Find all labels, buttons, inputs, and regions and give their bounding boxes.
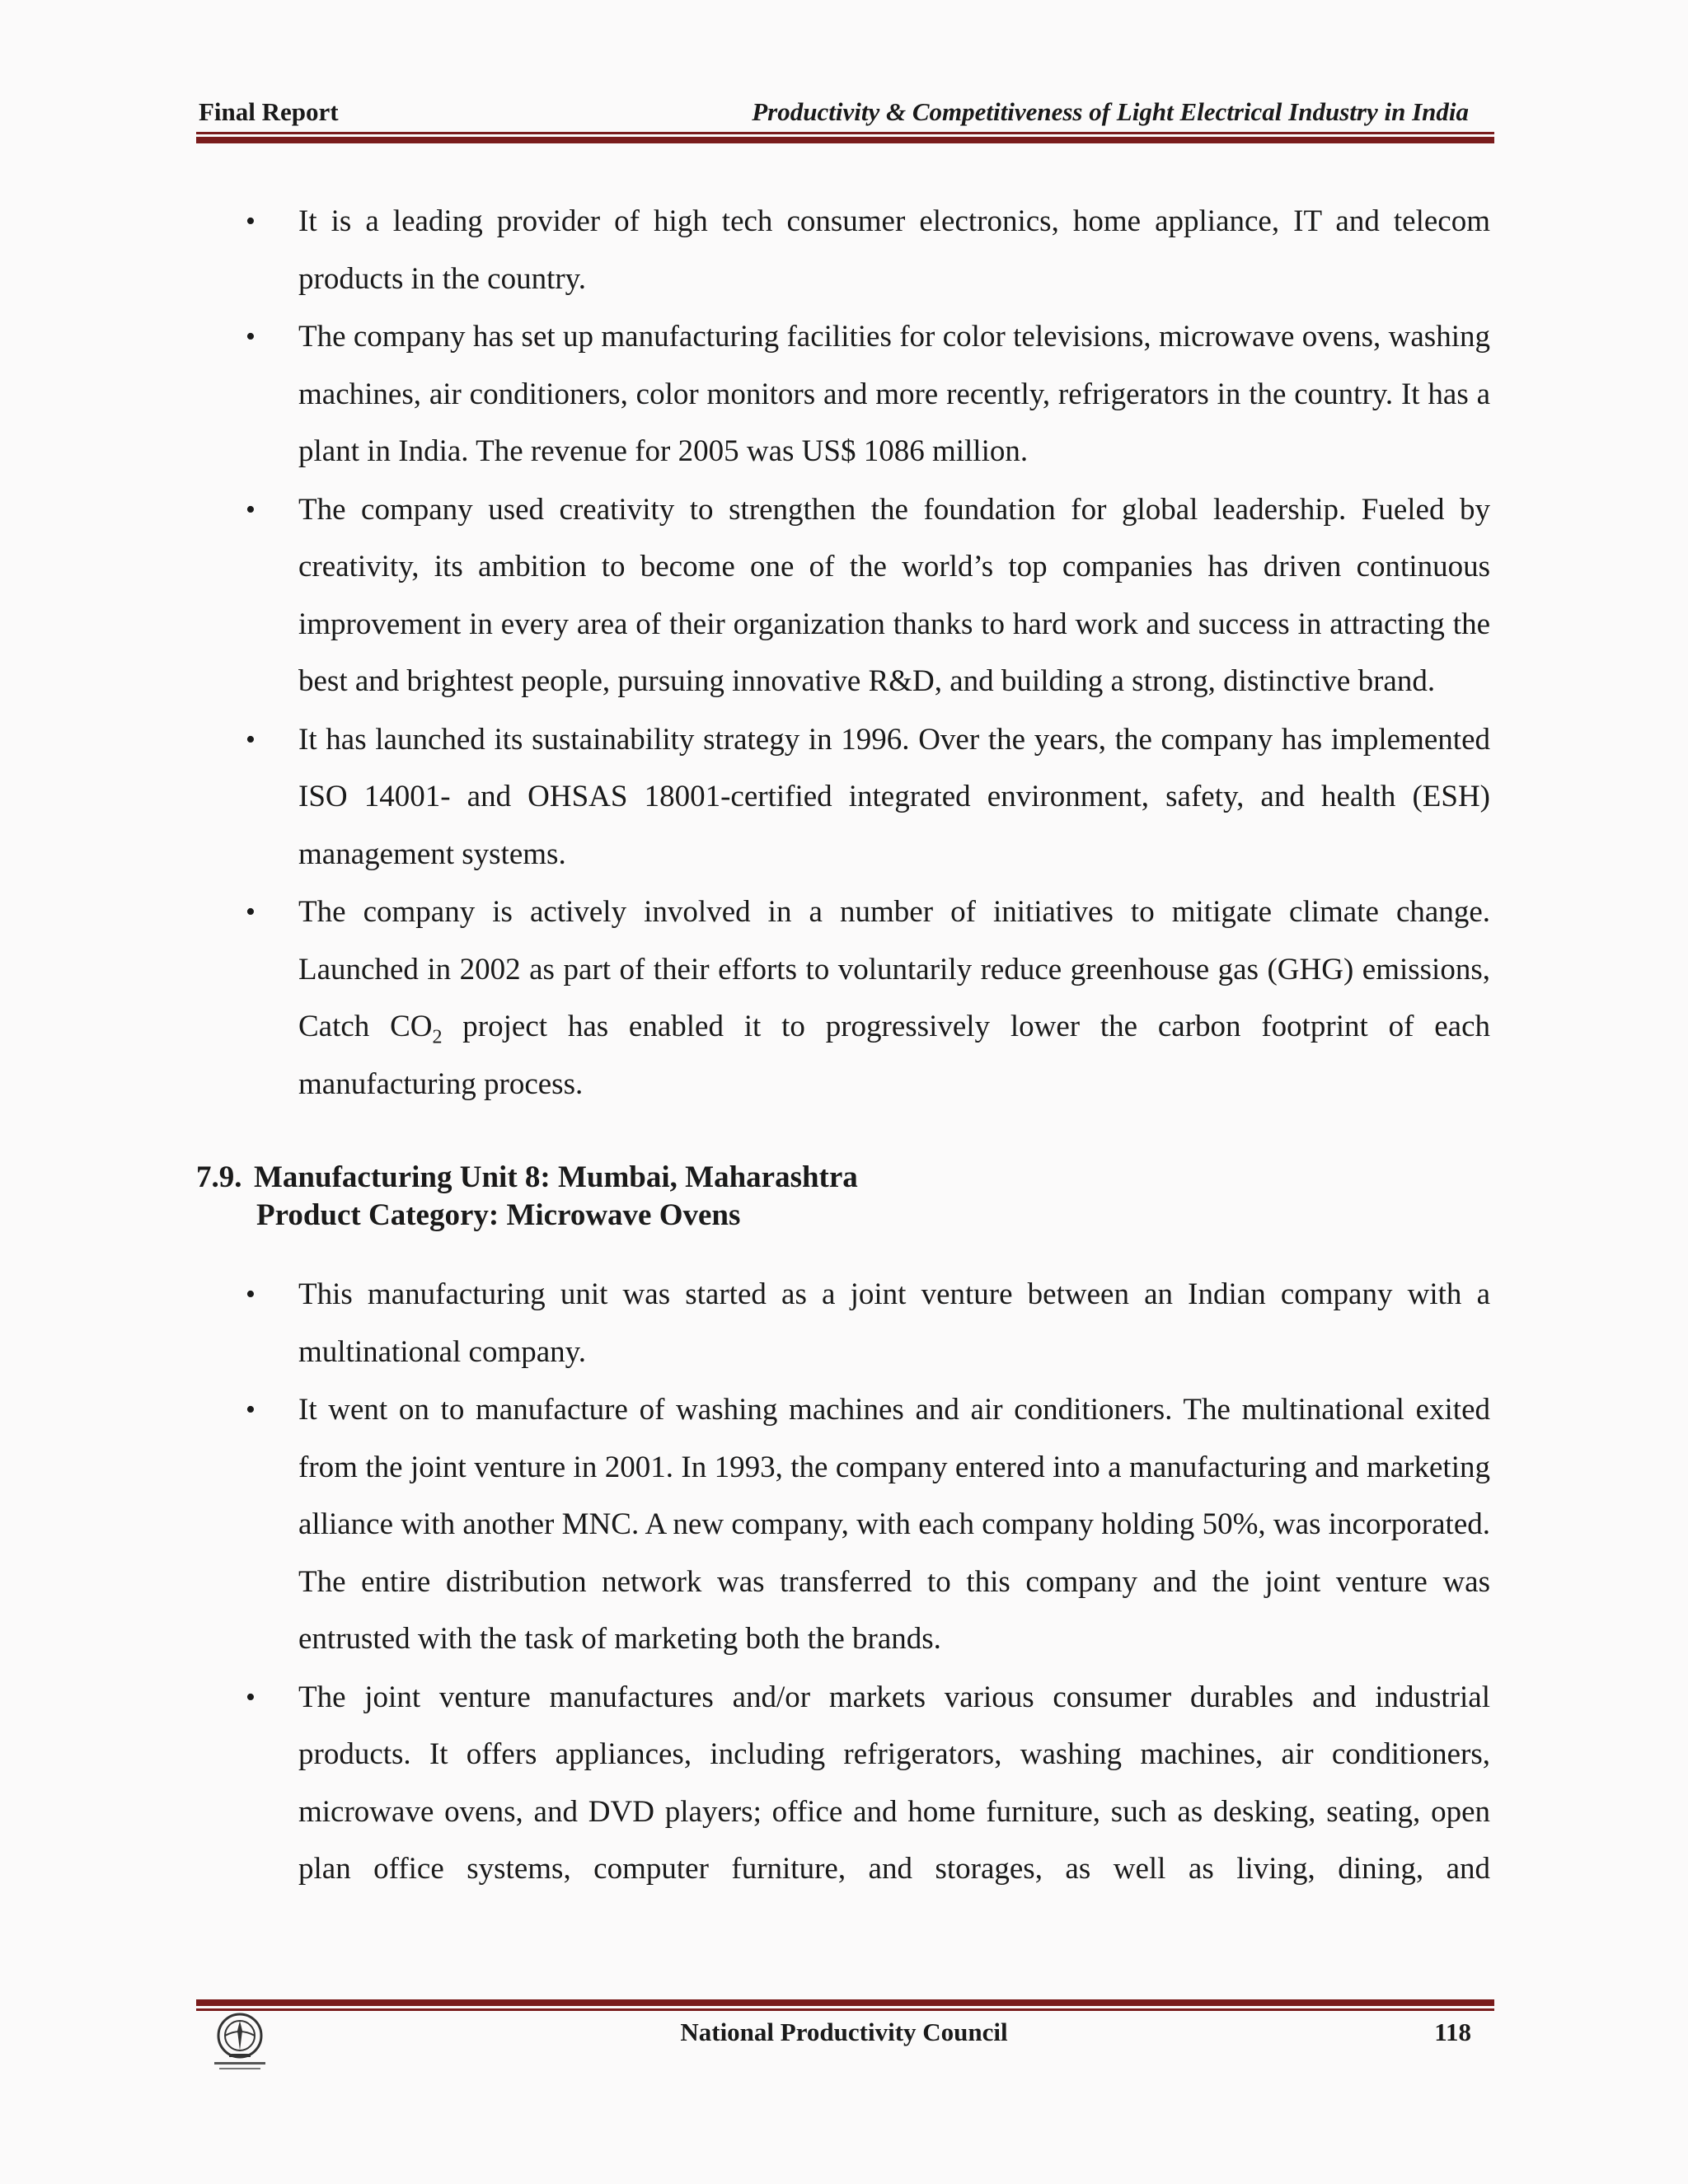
header-rule bbox=[196, 132, 1494, 143]
bullet-list-company-overview bbox=[196, 193, 1490, 1113]
bullet-list-manufacturing-unit bbox=[196, 1266, 1490, 1898]
bullet-icon: • bbox=[246, 1394, 256, 1425]
list-item: • The joint venture manufactures and/or markets various consumer durables and industrial products. It offers appliances, including refrigerators, washing machines, air conditioners, microwave ovens, and DVD players; office and home furniture, such as desking, seating, open plan office systems, computer furniture, and storages, as well as living, dining, and bbox=[196, 1669, 1490, 1898]
bullet-icon: • bbox=[246, 724, 256, 755]
list-item: • It has launched its sustainability strategy in 1996. Over the years, the company has implemented ISO 14001- and OHSAS 18001-certified integrated environment, safety, and health (ESH) management systems. bbox=[196, 711, 1490, 883]
co2-subscript: 2 bbox=[432, 1026, 443, 1048]
bullet-icon: • bbox=[246, 1279, 256, 1310]
list-item: • It went on to manufacture of washing machines and air conditioners. The multinational exited from the joint venture in 2001. In 1993, the company entered into a manufacturing and marketing alliance with another MNC. A new company, with each company holding 50%, was incorporated. The entire distribution network was transferred to this company and the joint venture was entrusted with the task of marketing both the brands. bbox=[196, 1381, 1490, 1668]
header-document-title: Productivity & Competitiveness of Light Electrical Industry in India bbox=[752, 97, 1469, 126]
section-heading bbox=[196, 1159, 1490, 1235]
header-report-label: Final Report bbox=[199, 97, 339, 126]
list-item: • The company has set up manufacturing facilities for color televisions, microwave ovens, washing machines, air conditioners, color monitors and more recently, refrigerators in the country. It has a plant in India. The revenue for 2005 was US$ 1086 million. bbox=[196, 308, 1490, 480]
bullet-icon: • bbox=[246, 321, 256, 352]
bullet-icon: • bbox=[246, 1681, 256, 1713]
section-number: 7.9. bbox=[196, 1160, 242, 1194]
section-title: Manufacturing Unit 8: Mumbai, Maharashtra bbox=[254, 1160, 858, 1194]
bullet-icon: • bbox=[246, 897, 256, 927]
list-item: • It is a leading provider of high tech consumer electronics, home appliance, IT and telecom products in the country. bbox=[196, 193, 1490, 307]
list-item: • This manufacturing unit was started as a joint venture between an Indian company with a multinational company. bbox=[196, 1266, 1490, 1380]
bullet-icon: • bbox=[246, 494, 256, 525]
footer-rule bbox=[196, 1999, 1494, 2011]
list-item-co2: • The company is actively involved in a number of initiatives to mitigate climate change. Launched in 2002 as part of their efforts to voluntarily reduce greenhouse gas (GHG) emissions, Catch $CO_2$ project has enabled it to progressively lower the carbon footprint of each manufacturing process. bbox=[196, 883, 1490, 1113]
footer-organization: National Productivity Council bbox=[680, 2018, 1008, 2046]
page-number: 118 bbox=[1434, 2018, 1471, 2046]
bullet-icon: • bbox=[246, 206, 256, 237]
page-content bbox=[196, 193, 1490, 1899]
section-subtitle: Product Category: Microwave Ovens bbox=[256, 1198, 741, 1232]
list-item: • The company used creativity to strengthen the foundation for global leadership. Fueled by creativity, its ambition to become one of the world’s top companies has driven continuous improvement in every area of their organization thanks to hard work and success in attracting the best and brightest people, pursuing innovative R&D, and building a strong, distinctive brand. bbox=[196, 481, 1490, 710]
